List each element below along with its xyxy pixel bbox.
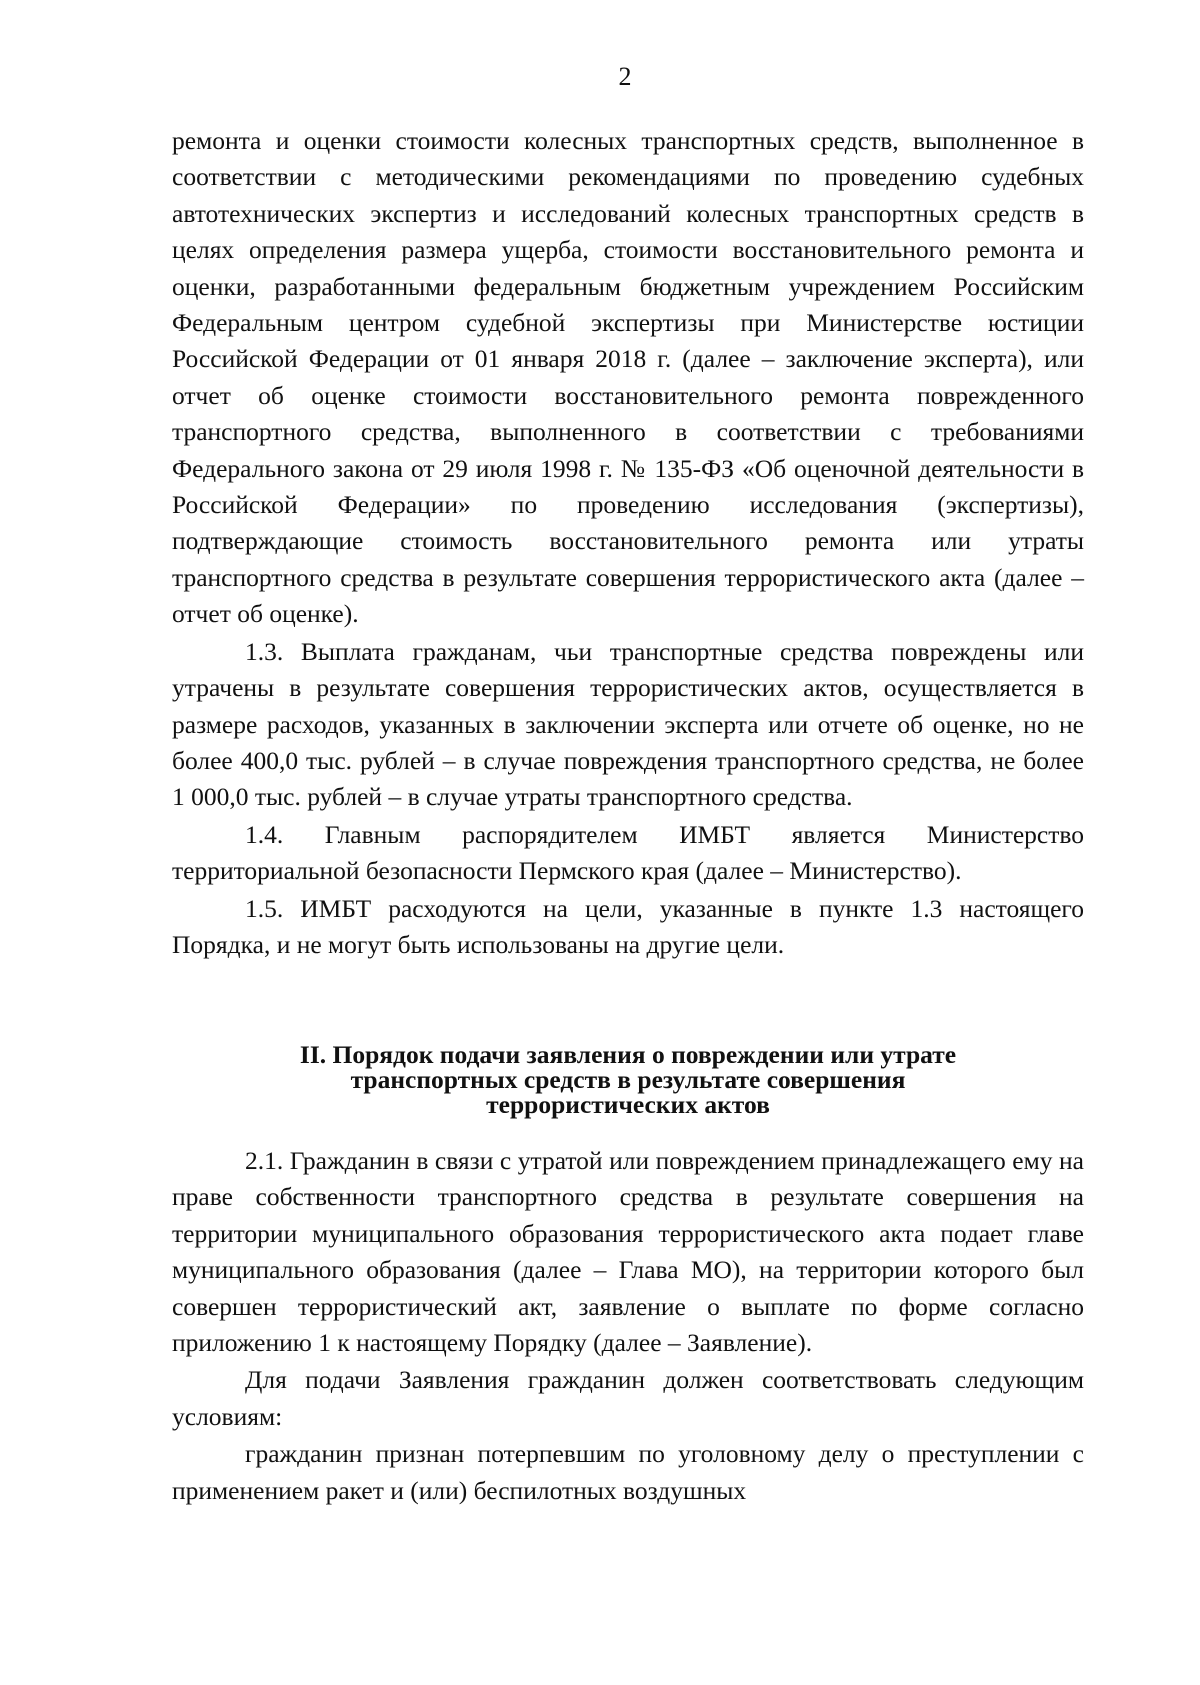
section-2-text bbox=[172, 1143, 1084, 1509]
paragraph-victim-condition: гражданин признан потерпевшим по уголовному делу о преступлении с применением ракет и (или) беспилотных воздушных bbox=[172, 1439, 1084, 1505]
paragraph-1-4: 1.4. Главным распорядителем ИМБТ является Министерство территориальной безопасности Пермского края (далее – Министерство). bbox=[172, 819, 1084, 886]
heading-line-3: террористических актов bbox=[486, 1090, 770, 1119]
paragraph-continuation: ремонта и оценки стоимости колесных транспортных средств, выполненное в соответствии с методическими рекомендациями по проведению судебных автотехнических экспертиз и исследований колесных транспортных средств в целях определения размера ущерба, стоимости восстановительного ремонта и оценки, разработанными федеральным бюджетным учреждением Российским Федеральным центром судебной экспертизы при Министерстве юстиции Российской Федерации от 01 января 2018 г. (далее – заключение эксперта), или отчет об оценке стоимости восстановительного ремонта поврежденного транспортного средства, выполненного в соответствии с требованиями Федерального закона от 29 июля 1998 г. № 135-ФЗ «Об оценочной деятельности в Российской Федерации» по проведению исследования (экспертизы), подтверждающие стоимость восстановительного ремонта или утраты транспортного средства в результате совершения террористического акта (далее – отчет об оценке). bbox=[172, 126, 1084, 629]
heading-line-2: транспортных средств в результате совершения bbox=[350, 1065, 906, 1094]
paragraph-2-1: 2.1. Гражданин в связи с утратой или повреждением принадлежащего ему на праве собственности транспортного средства в результате совершения на территории муниципального образования террористического акта подает главе муниципального образования (далее – Глава МО), на территории которого был совершен террористический акт, заявление о выплате по форме согласно приложению 1 к настоящему Порядку (далее – Заявление). bbox=[172, 1146, 1084, 1358]
page-number: 2 bbox=[618, 62, 632, 91]
paragraph-conditions: Для подачи Заявления гражданин должен соответствовать следующим условиям: bbox=[172, 1365, 1084, 1431]
paragraph-1-3: 1.3. Выплата гражданам, чьи транспортные средства повреждены или утрачены в результате совершения террористических актов, осуществляется в размере расходов, указанных в заключении эксперта или отчете об оценке, но не более 400,0 тыс. рублей – в случае повреждения транспортного средства, не более 1 000,0 тыс. рублей – в случае утраты транспортного средства. bbox=[172, 636, 1084, 812]
heading-line-1: II. Порядок подачи заявления о повреждении или утрате bbox=[299, 1040, 957, 1069]
section-1-text bbox=[172, 123, 1084, 963]
section-2-heading bbox=[172, 1042, 1084, 1117]
paragraph-1-5: 1.5. ИМБТ расходуются на цели, указанные в пункте 1.3 настоящего Порядка, и не могут быть использованы на другие цели. bbox=[172, 893, 1084, 959]
